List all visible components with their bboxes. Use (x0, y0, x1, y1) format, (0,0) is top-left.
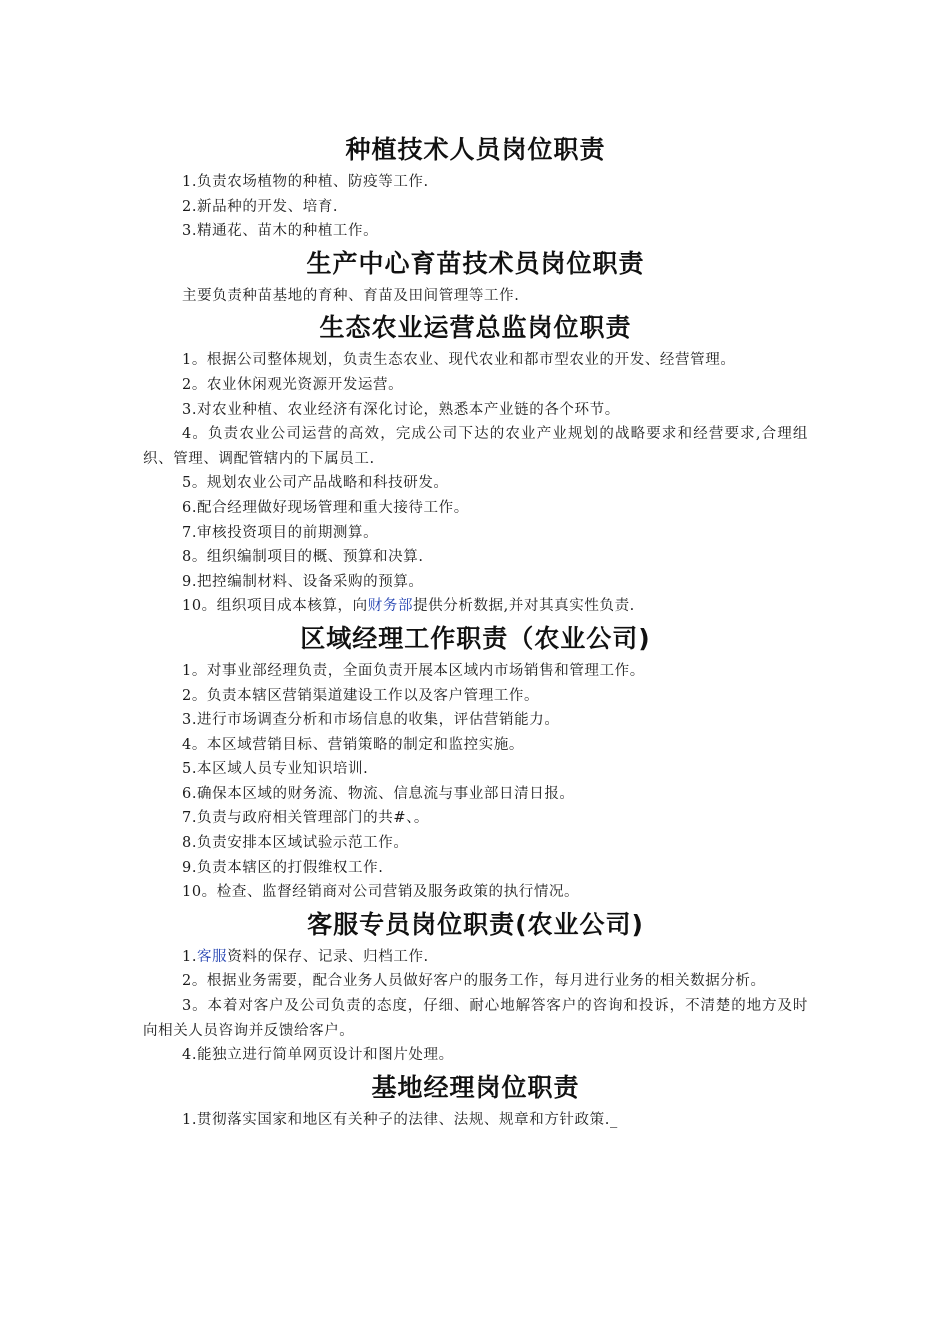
section-base-manager (143, 1068, 808, 1133)
duty-item: 7.审核投资项目的前期测算。 (182, 524, 379, 541)
section-title: 种植技术人员岗位职责 (345, 135, 606, 164)
duty-item: 2。负责本辖区营销渠道建设工作以及客户管理工作。 (182, 687, 540, 704)
duty-item: 2。根据业务需要，配合业务人员做好客户的服务工作，每月进行业务的相关数据分析。 (182, 973, 766, 990)
section-title: 客服专员岗位职责(农业公司) (307, 909, 644, 939)
duty-text: 10。组织项目成本核算，向 (182, 598, 368, 615)
duty-item: 9.把控编制材料、设备采购的预算。 (182, 573, 424, 590)
duty-item: 6.确保本区域的财务流、物流、信息流与事业部日清日报。 (182, 785, 575, 802)
duty-item: 1。根据公司整体规划，负责生态农业、现代农业和都市型农业的开发、经营管理。 (182, 352, 736, 369)
duty-item: 1.贯彻落实国家和地区有关种子的法律、法规、规章和方针政策._ (182, 1111, 618, 1128)
duty-item-10 (143, 594, 808, 619)
duty-item: 9.负责本辖区的打假维权工作. (182, 859, 384, 876)
duty-item: 主要负责种苗基地的育种、育苗及田间管理等工作. (182, 287, 520, 304)
duty-text: 提供分析数据,并对其真实性负责. (413, 598, 635, 615)
duty-item: 3。本着对客户及公司负责的态度，仔细、耐心地解答客户的咨询和投诉，不清楚的地方及时向相关人员咨询并反馈给客户。 (143, 998, 808, 1039)
duty-item: 2.新品种的开发、培育. (182, 198, 339, 215)
duty-item: 5.本区域人员专业知识培训. (182, 761, 369, 778)
section-title: 生态农业运营总监岗位职责 (319, 313, 632, 343)
duty-item: 1.负责农场植物的种植、防疫等工作. (182, 174, 429, 190)
finance-dept-link[interactable]: 财务部 (367, 598, 414, 615)
section-customer-service (143, 905, 808, 1068)
duty-item: 8。组织编制项目的概、预算和决算. (182, 549, 424, 566)
duty-item: 6.配合经理做好现场管理和重大接待工作。 (182, 499, 469, 516)
duty-item: 10。检查、监督经销商对公司营销及服务政策的执行情况。 (182, 884, 580, 901)
duty-text: 资料的保存、记录、归档工作. (227, 948, 429, 965)
duty-item: 1。对事业部经理负责，全面负责开展本区域内市场销售和管理工作。 (182, 662, 645, 679)
section-regional-manager (143, 619, 808, 905)
duty-item: 4.能独立进行简单网页设计和图片处理。 (182, 1047, 454, 1064)
duty-item-1 (143, 945, 808, 970)
duty-item: 3.进行市场调查分析和市场信息的收集，评估营销能力。 (182, 712, 560, 729)
customer-service-link[interactable]: 客服 (197, 948, 228, 965)
section-eco-agriculture-director (143, 308, 808, 619)
duty-item: 4。本区域营销目标、营销策略的制定和监控实施。 (182, 736, 525, 753)
section-title: 基地经理岗位职责 (371, 1072, 580, 1102)
duty-item: 7.负责与政府相关管理部门的共#、。 (182, 810, 430, 827)
section-title: 生产中心育苗技术员岗位职责 (306, 248, 645, 278)
section-title: 区域经理工作职责（农业公司) (300, 623, 651, 653)
document-body (143, 130, 808, 1132)
section-seedling-technician (143, 244, 808, 309)
section-planting-technician (143, 130, 808, 244)
duty-text: 1. (182, 948, 198, 965)
duty-item: 3.精通花、苗木的种植工作。 (182, 223, 379, 240)
duty-item: 8.负责安排本区域试验示范工作。 (182, 835, 409, 852)
duty-item: 2。农业休闲观光资源开发运营。 (182, 376, 404, 393)
duty-item: 3.对农业种植、农业经济有深化讨论，熟悉本产业链的各个环节。 (182, 401, 620, 418)
duty-item: 4。负责农业公司运营的高效，完成公司下达的农业产业规划的战略要求和经营要求,合理组织、管理、调配管辖内的下属员工. (143, 426, 808, 467)
duty-item: 5。规划农业公司产品战略和科技研发。 (182, 475, 449, 492)
